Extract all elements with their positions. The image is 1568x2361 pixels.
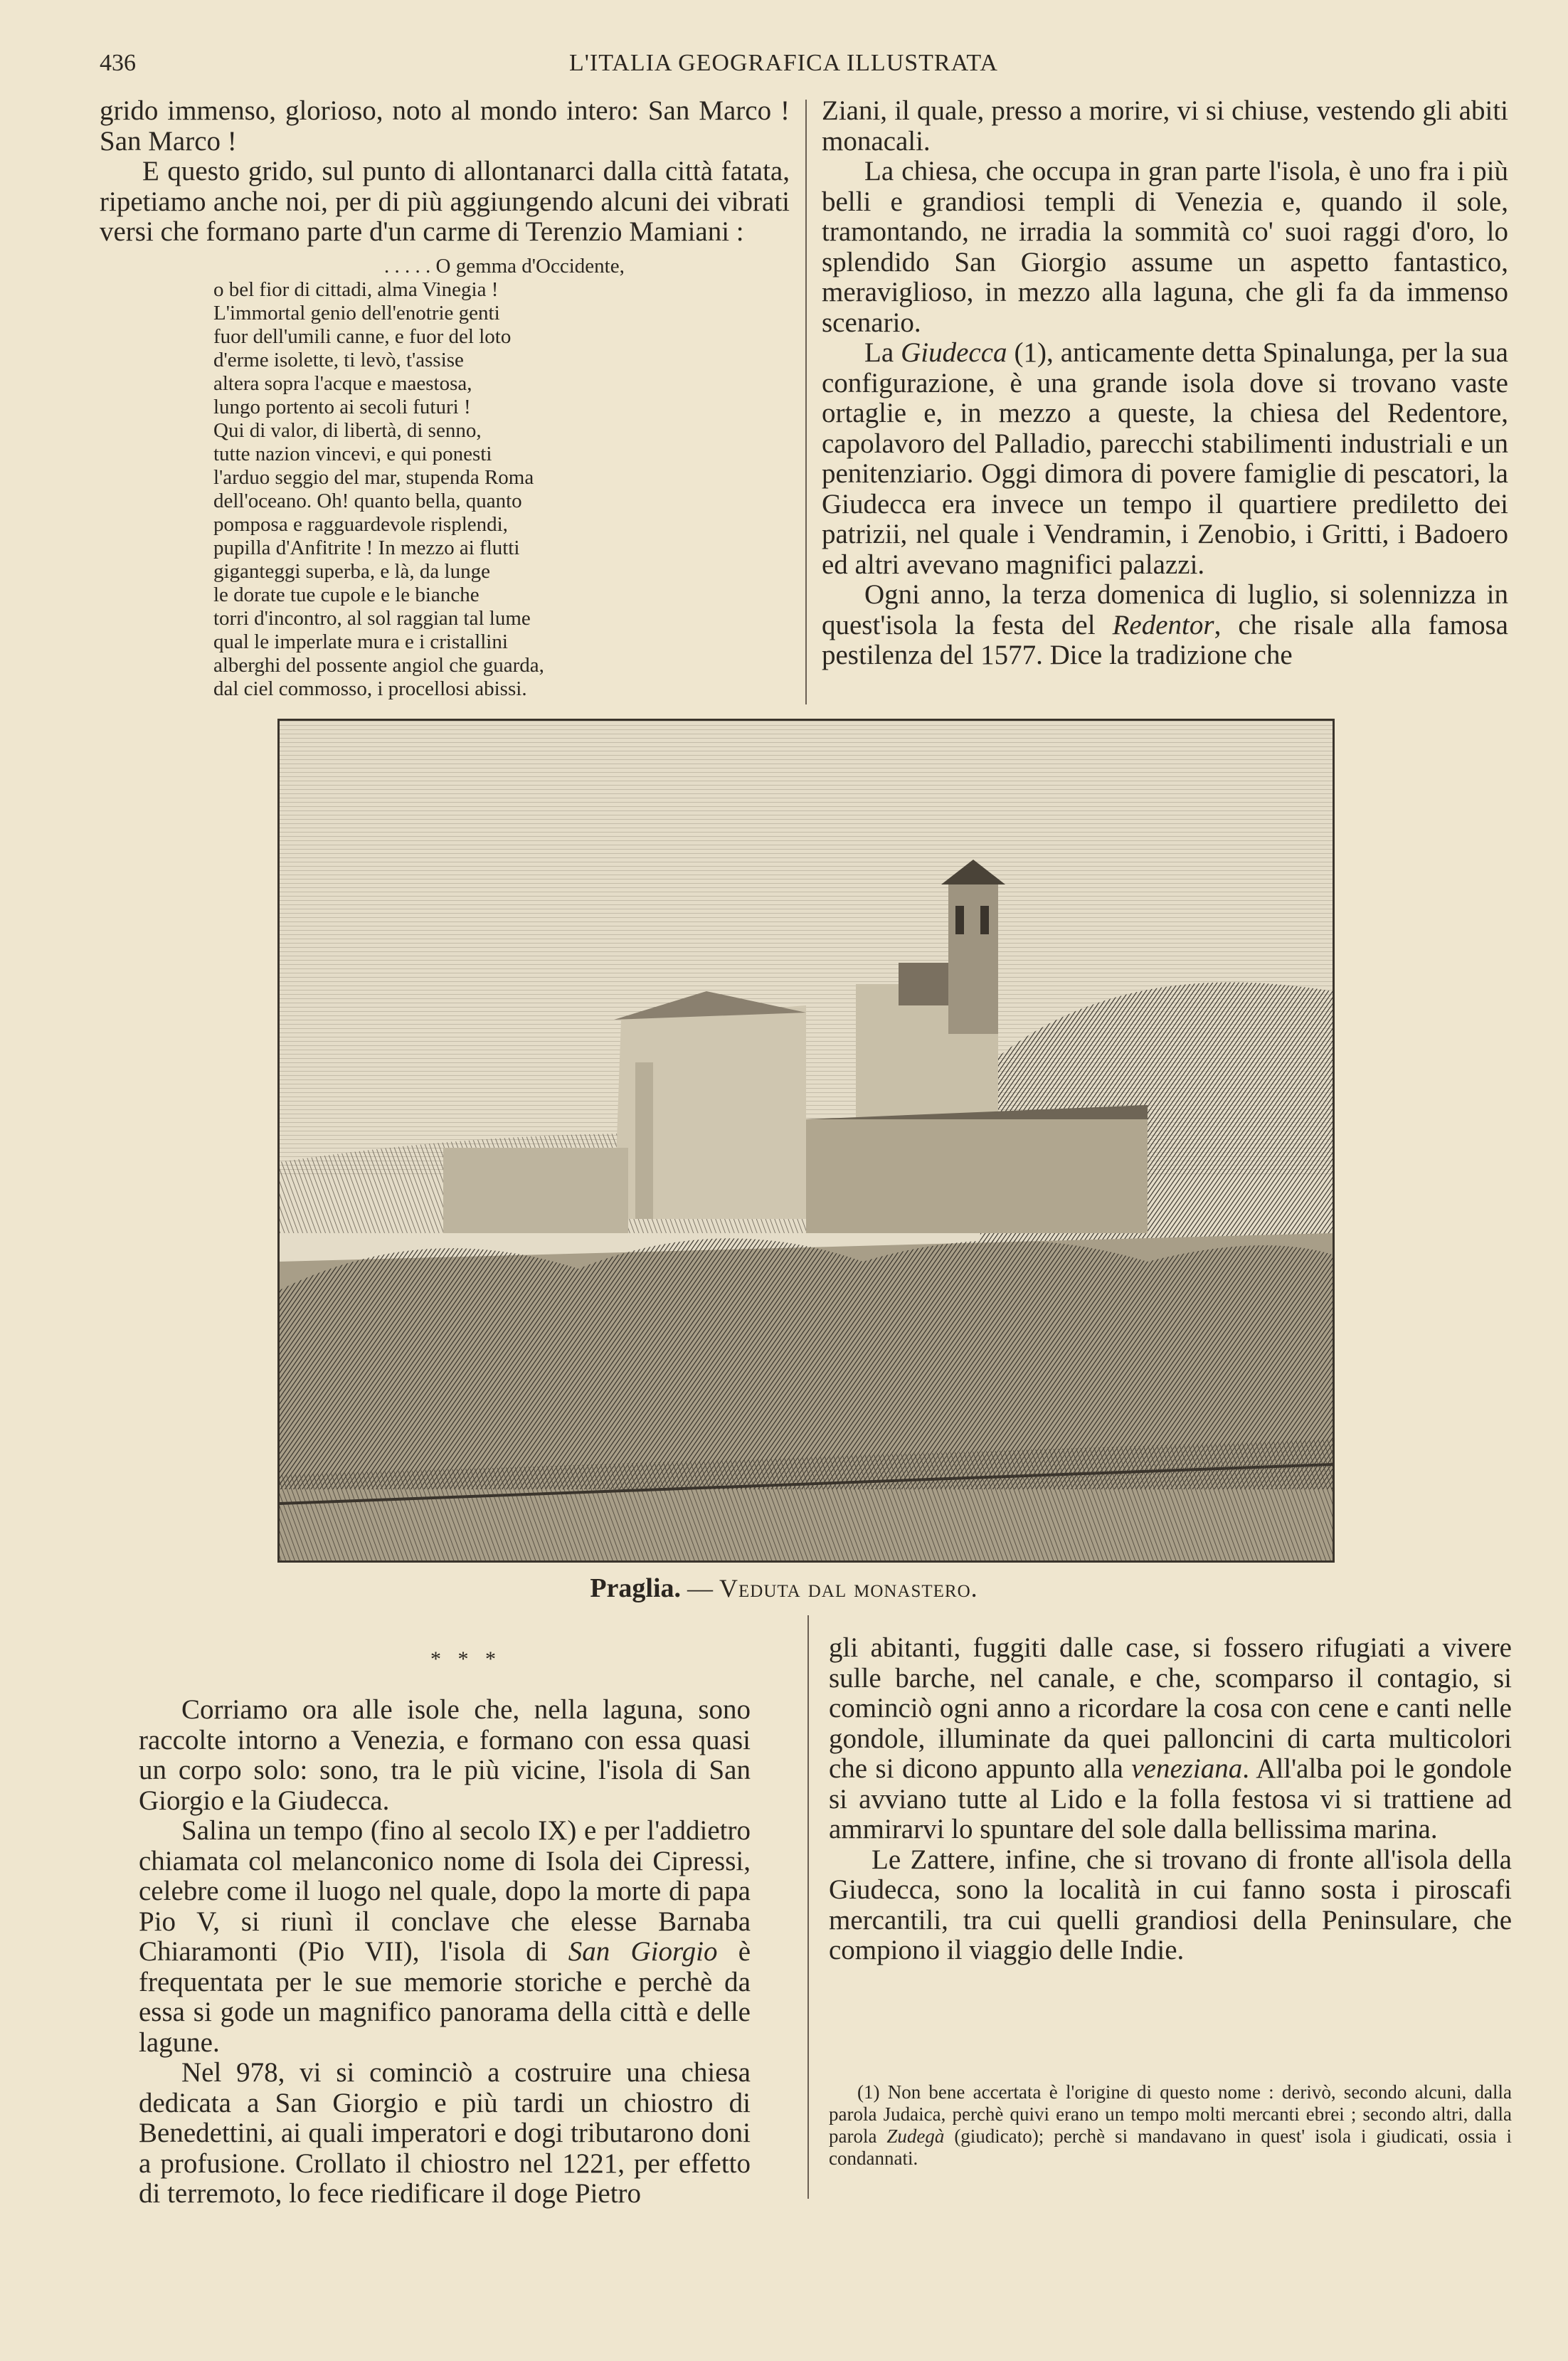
caption-dash: — [681, 1574, 720, 1602]
poem-line: l'arduo seggio del mar, stupenda Roma [213, 465, 534, 489]
italic-term: Redentor [1112, 609, 1214, 640]
poem-line: giganteggi superba, e là, da lunge [213, 559, 490, 583]
italic-term: Giudecca [901, 337, 1007, 368]
italic-term: San Giorgio [568, 1936, 718, 1967]
paragraph: Nel 978, vi si cominciò a costruire una chiesa dedicata a San Giorgio e più tardi un chiostro di Benedettini, ai quali imperatori e dogi tributarono doni a profusione. Crollato il chiostro nel 1221, per effetto di terremoto, lo fece riedificare il doge Pietro [139, 2057, 751, 2209]
paragraph: E questo grido, sul punto di allontanarci dalla città fatata, ripetiamo anche noi, per di più aggiungendo alcuni dei vibrati versi che formano parte d'un carme di Terenzio Mamiani : [100, 156, 790, 247]
top-right-column [822, 96, 1508, 671]
poem-line: pupilla d'Anfitrite ! In mezzo ai flutti [213, 536, 520, 559]
poem-line: Qui di valor, di libertà, di senno, [213, 418, 482, 442]
figure-caption [0, 1573, 1568, 1604]
poem-line: tutte nazion vincevi, e qui ponesti [213, 442, 492, 465]
engraving-illustration [277, 719, 1335, 1563]
poem-line: d'erme isolette, ti levò, t'assise [213, 348, 464, 371]
footnote-text: (1) Non bene accertata è l'origine di questo nome : derivò, secondo alcuni, dalla parola Judaica, perchè quivi erano un tempo molti mercanti ebrei ; secondo altri, dalla parola Zudegà (giudicato); perchè si mandavano in quest' isola i giudicati, ossia i condannati. [829, 2081, 1512, 2169]
paragraph: grido immenso, glorioso, noto al mondo intero: San Marco ! San Marco ! [100, 95, 790, 157]
paragraph: Ogni anno, la terza domenica di luglio, si solennizza in quest'isola la festa del Redentor, che risale alla famosa pestilenza del 1577. Dice la tradizione che [822, 579, 1508, 670]
italic-term: Zudegà [886, 2125, 945, 2147]
caption-place: Praglia. [590, 1573, 682, 1603]
poem-line: le dorate tue cupole e le bianche [213, 583, 480, 606]
paragraph: La Giudecca (1), anticamente detta Spinalunga, per la sua configurazione, è una grande isola dove si trovano vaste ortaglie e, in mezzo a queste, la chiesa del Redentore, capolavoro del Palladio, parecchi stabilimenti industriali e un penitenziario. Oggi dimora di povere famiglie di pescatori, la Giudecca era invece un tempo il quartiere prediletto dei patrizii, nel quale i Vendramin, i Zenobio, i Gritti, i Badoero ed altri avevano magnifici palazzi. [822, 337, 1508, 580]
poem-line: o bel fior di cittadi, alma Vinegia ! [213, 278, 499, 301]
page-number: 436 [100, 50, 136, 76]
poem-line: dal ciel commosso, i procellosi abissi. [213, 677, 527, 700]
poem-line: dell'oceano. Oh! quanto bella, quanto [213, 489, 522, 512]
paragraph: Ziani, il quale, presso a morire, vi si chiuse, vestendo gli abiti monacali. [822, 95, 1508, 157]
poem-line: . . . . . O gemma d'Occidente, [384, 254, 625, 278]
section-separator: * * * [430, 1647, 502, 1671]
poem-line: lungo portento ai secoli futuri ! [213, 395, 471, 418]
poem-quote [213, 255, 790, 701]
caption-text: Veduta dal monastero. [719, 1574, 978, 1602]
column-rule [807, 1615, 809, 2199]
poem-line: torri d'incontro, al sol raggian tal lume [213, 606, 531, 630]
footnote [829, 2081, 1512, 2170]
paragraph: La chiesa, che occupa in gran parte l'isola, è uno fra i più belli e grandiosi templi di Venezia e, quando il sole, tramontando, ne irradia la sommità co' suoi raggi d'oro, lo splendido San Giorgio assume un aspetto fantastico, meraviglioso, in mezzo alla laguna, che gli fa da immenso scenario. [822, 156, 1508, 338]
poem-line: fuor dell'umili canne, e fuor del loto [213, 324, 512, 348]
poem-line: altera sopra l'acque e maestosa, [213, 371, 472, 395]
bottom-right-column [829, 1633, 1512, 1966]
poem-line: L'immortal genio dell'enotrie genti [213, 301, 500, 324]
column-rule [805, 100, 807, 704]
bottom-left-column [139, 1695, 751, 2209]
italic-term: veneziana [1131, 1753, 1243, 1784]
poem-line: alberghi del possente angiol che guarda, [213, 653, 544, 677]
paragraph: Corriamo ora alle isole che, nella laguna, sono raccolte intorno a Venezia, e formano con essa quasi un corpo solo: sono, tra le più vicine, l'isola di San Giorgio e la Giudecca. [139, 1694, 751, 1816]
poem-line: qual le imperlate mura e i cristallini [213, 630, 508, 653]
paragraph: Le Zattere, infine, che si trovano di fronte all'isola della Giudecca, sono la località in cui fanno sosta i piroscafi mercantili, tra cui quelli grandiosi della Peninsulare, che compiono il viaggio delle Indie. [829, 1844, 1512, 1965]
poem-line: pomposa e ragguardevole risplendi, [213, 512, 508, 536]
paragraph: gli abitanti, fuggiti dalle case, si fossero rifugiati a vivere sulle barche, nel canale, e che, scomparso il contagio, si cominciò ogni anno a ricordare la cosa con cene e canti nelle gondole, illuminate da quei palloncini di carta multicolori che si dicono appunto alla veneziana. All'alba poi le gondole si avviano tutte al Lido e la folla festosa vi si trattiene ad ammirarvi lo spuntare del sole dalla bellissima marina. [829, 1632, 1513, 1844]
monastery-engraving [280, 721, 1333, 1560]
paragraph: Salina un tempo (fino al secolo IX) e per l'addietro chiamata col melanconico nome di Isola dei Cipressi, celebre come il luogo nel quale, dopo la morte di papa Pio V, si riunì il conclave che elesse Barnaba Chiaramonti (Pio VII), l'isola di San Giorgio è frequentata per le sue memorie storiche e perchè da essa si gode un magnifico panorama della città e delle lagune. [139, 1815, 751, 2058]
top-left-column [100, 96, 790, 701]
running-head [100, 50, 1451, 85]
journal-title: L'ITALIA GEOGRAFICA ILLUSTRATA [569, 50, 998, 76]
